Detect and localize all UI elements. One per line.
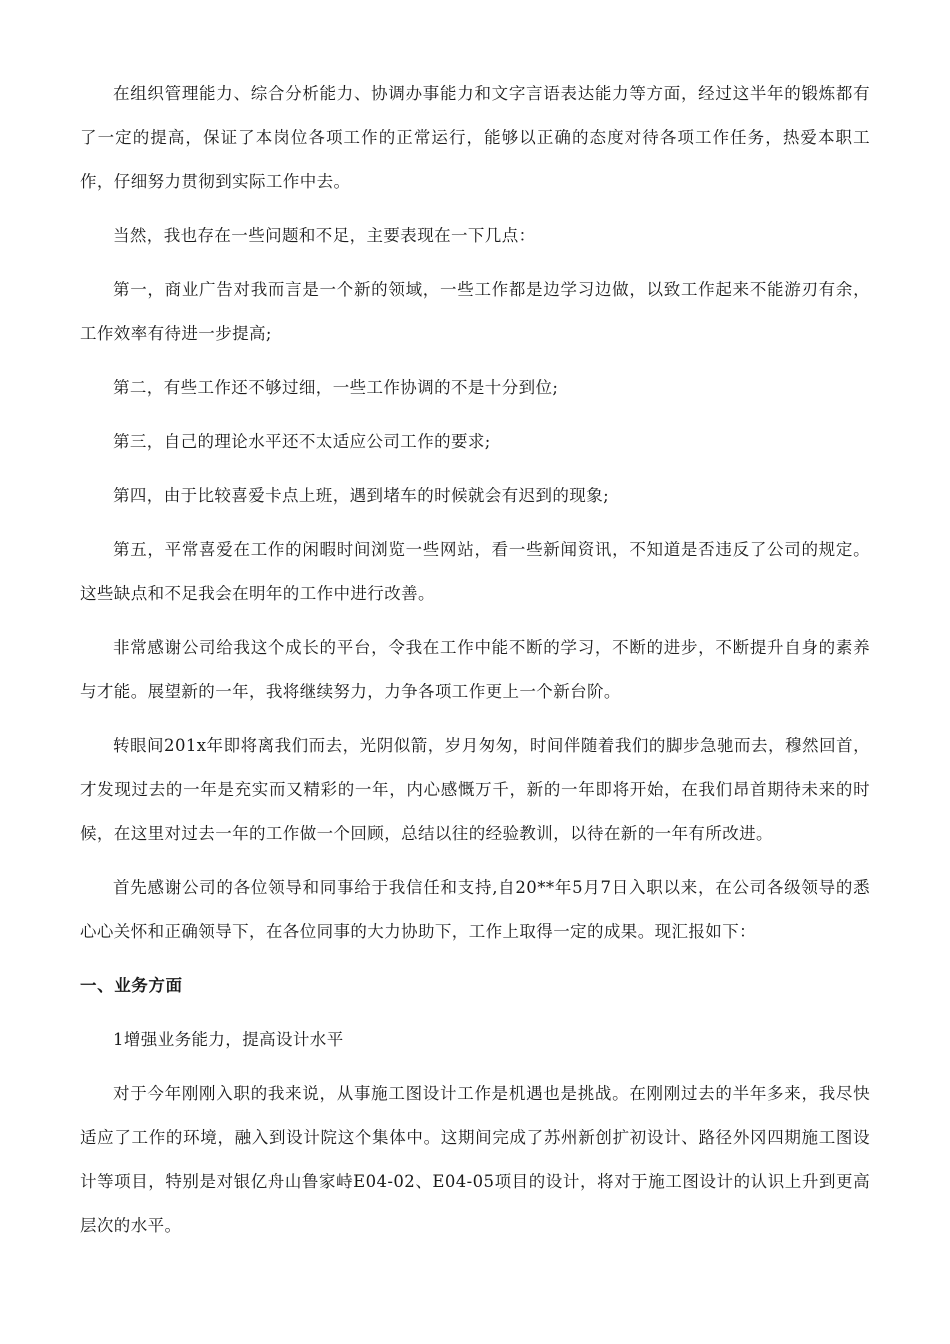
paragraph-thanks: 非常感谢公司给我这个成长的平台，令我在工作中能不断的学习，不断的进步，不断提升自身的素养与才能。展望新的一年，我将继续努力，力争各项工作更上一个新台阶。 bbox=[80, 638, 870, 701]
paragraph-report-intro: 首先感谢公司的各位领导和同事给于我信任和支持,自20**年5月7日入职以来，在公司各级领导的悉心心关怀和正确领导下，在各位同事的大力协助下，工作上取得一定的成果。现汇报如下： bbox=[80, 878, 870, 941]
paragraph-point-four: 第四，由于比较喜爱卡点上班，遇到堵车的时候就会有迟到的现象; bbox=[113, 486, 610, 505]
subsection-heading: 1增强业务能力，提高设计水平 bbox=[113, 1030, 344, 1049]
section-heading: 一、业务方面 bbox=[80, 976, 183, 995]
document-body bbox=[80, 72, 870, 1258]
paragraph-point-two: 第二，有些工作还不够过细，一些工作协调的不是十分到位; bbox=[113, 378, 559, 397]
paragraph-point-one: 第一，商业广告对我而言是一个新的领域，一些工作都是边学习边做，以致工作起来不能游刃有余，工作效率有待进一步提高; bbox=[80, 280, 870, 343]
paragraph-point-five: 第五，平常喜爱在工作的闲暇时间浏览一些网站，看一些新闻资讯，不知道是否违反了公司的规定。这些缺点和不足我会在明年的工作中进行改善。 bbox=[80, 540, 870, 603]
paragraph-shortcomings-intro: 当然，我也存在一些问题和不足，主要表现在一下几点： bbox=[113, 226, 536, 245]
paragraph-point-three: 第三，自己的理论水平还不太适应公司工作的要求; bbox=[113, 432, 491, 451]
paragraph-design-work: 对于今年刚刚入职的我来说，从事施工图设计工作是机遇也是挑战。在刚刚过去的半年多来，我尽快适应了工作的环境，融入到设计院这个集体中。这期间完成了苏州新创扩初设计、路径外冈四期施工图设计等项目，特别是对银亿舟山鲁家峙E04-02、E04-05项目的设计，将对于施工图设计的认识上升到更高层次的水平。 bbox=[80, 1084, 870, 1235]
paragraph-abilities: 在组织管理能力、综合分析能力、协调办事能力和文字言语表达能力等方面，经过这半年的锻炼都有了一定的提高，保证了本岗位各项工作的正常运行，能够以正确的态度对待各项工作任务，热爱本职工作，仔细努力贯彻到实际工作中去。 bbox=[80, 84, 870, 191]
paragraph-year-review: 转眼间201x年即将离我们而去，光阴似箭，岁月匆匆，时间伴随着我们的脚步急驰而去，穆然回首，才发现过去的一年是充实而又精彩的一年，内心感慨万千，新的一年即将开始，在我们昂首期待未来的时候，在这里对过去一年的工作做一个回顾，总结以往的经验教训，以待在新的一年有所改进。 bbox=[80, 736, 870, 843]
